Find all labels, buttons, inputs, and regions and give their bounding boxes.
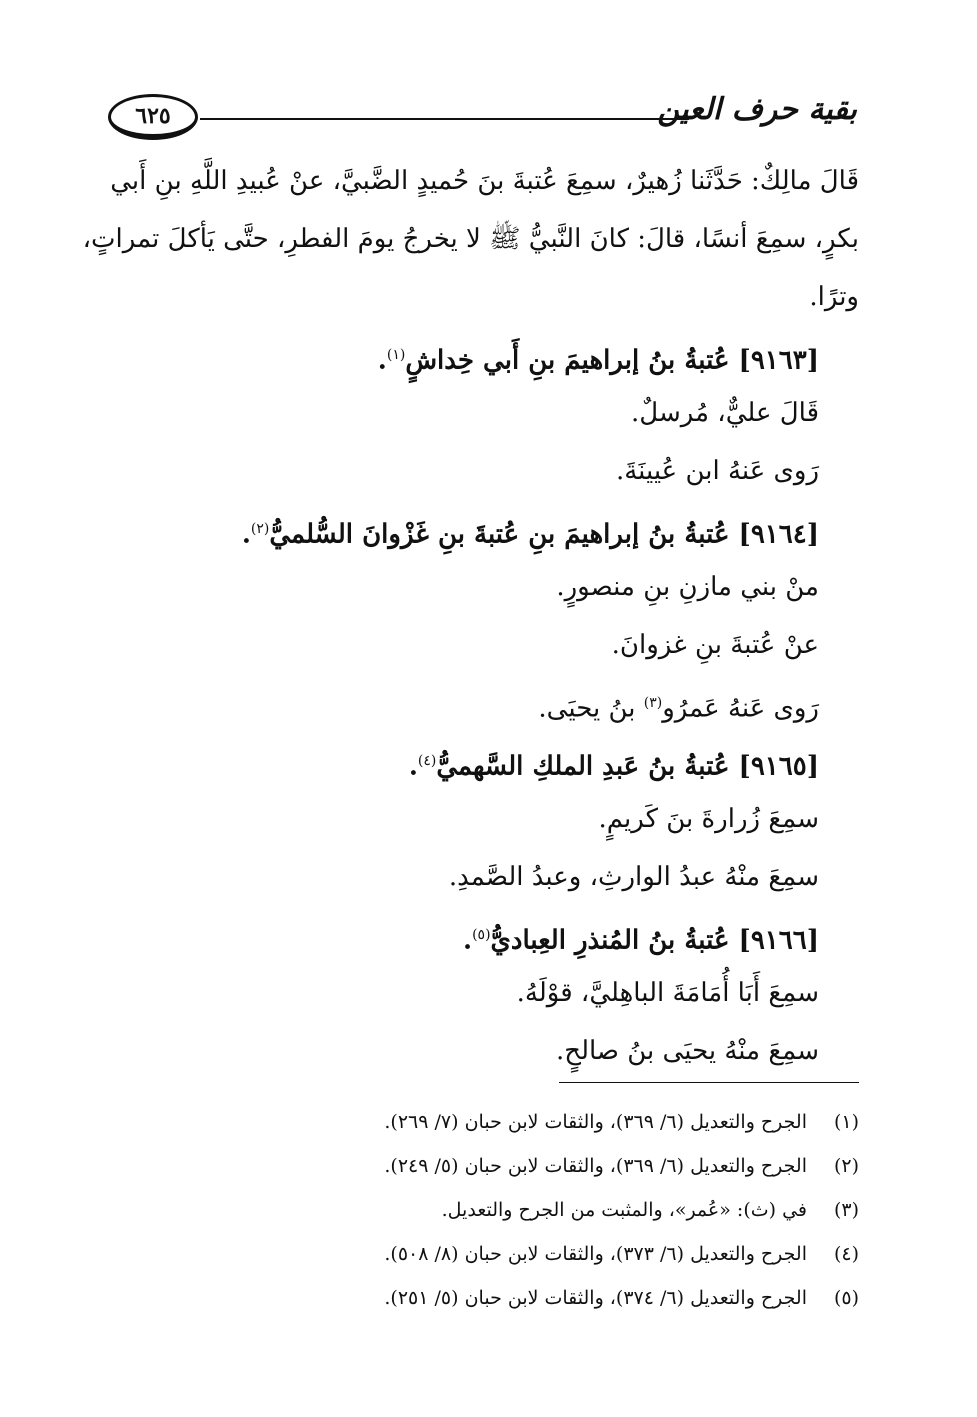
footnote-number: (١) — [833, 1111, 859, 1133]
entry-heading: [٩١٦٥] عُتبةُ بنُ عَبدِ الملكِ السَّهميُّ$^{(٤)}$. — [408, 751, 819, 782]
footnote-text: الجرح والتعديل (٦/ ٣٧٤)، والثقات لابن حبان (٥/ ٢٥١). — [384, 1287, 807, 1309]
entry-title: [٩١٦٥] عُتبةُ بنُ عَبدِ الملكِ السَّهميُّ — [436, 751, 819, 782]
footnote — [114, 1144, 859, 1188]
entry-title: [٩١٦٣] عُتبةُ بنُ إبراهيمَ بنِ أَبي خِداشٍ — [405, 345, 819, 376]
entry-heading: [٩١٦٦] عُتبةُ بنُ المُنذرِ العِباديُّ$^{(٥)}$. — [463, 925, 819, 956]
running-title: بقية حرف العين — [657, 92, 857, 127]
footnote — [114, 1276, 859, 1320]
footnote-number: (٢) — [833, 1155, 859, 1177]
text-fragment: رَوى عَنهُ عَمرُو — [662, 693, 819, 724]
footnote — [114, 1100, 859, 1144]
entry-heading: [٩١٦٣] عُتبةُ بنُ إبراهيمَ بنِ أَبي خِداشٍ$^{(١)}$. — [377, 345, 819, 376]
footnote-ref: (٢) — [250, 521, 270, 537]
footnote — [114, 1232, 859, 1276]
text-line: بكرٍ، سمِعَ أنسًا، قالَ: كانَ النَّبيُّ ﷺ لا يخرجُ يومَ الفطرِ، حتَّى يَأكلَ تمراتٍ، — [82, 224, 859, 254]
footnote-number: (٥) — [833, 1287, 859, 1309]
text-line: منْ بني مازنِ بنِ منصورٍ. — [556, 572, 819, 602]
page-header — [108, 88, 857, 146]
text-fragment: بنُ يحيَى. — [538, 693, 644, 724]
footnote-text: الجرح والتعديل (٦/ ٣٦٩)، والثقات لابن حبان (٧/ ٢٦٩). — [384, 1111, 807, 1133]
footnote-text: الجرح والتعديل (٦/ ٣٦٩)، والثقات لابن حبان (٥/ ٢٤٩). — [384, 1155, 807, 1177]
entry-title: [٩١٦٦] عُتبةُ بنُ المُنذرِ العِباديُّ — [490, 925, 819, 956]
text-line: عنْ عُتبةَ بنِ غزوانَ. — [611, 630, 819, 660]
header-rule — [200, 118, 689, 120]
text-line: قَالَ مالِكٌ: حَدَّثَنا زُهيرٌ، سمِعَ عُتبةَ بنَ حُميدٍ الضَّبيَّ، عنْ عُبيدِ اللَّهِ بنِ أَبي — [110, 166, 859, 196]
text-line: سمِعَ أَبَا أُمَامَةَ الباهِليَّ، قوْلَهُ. — [516, 978, 819, 1008]
footnotes — [114, 1100, 859, 1320]
footnote-separator — [559, 1082, 859, 1083]
footnote — [114, 1188, 859, 1232]
footnote-number: (٣) — [833, 1199, 859, 1221]
entry-title: [٩١٦٤] عُتبةُ بنُ إبراهيمَ بنِ عُتبةَ بنِ غَزْوانَ السُّلميُّ — [269, 519, 819, 550]
text-line: وترًا. — [809, 282, 859, 312]
text-line: سمِعَ منْهُ عبدُ الوارثِ، وعبدُ الصَّمدِ. — [448, 862, 819, 892]
page-number: ٦٢٥ — [108, 94, 198, 140]
footnote-ref: (٥) — [472, 927, 491, 943]
footnote-text: الجرح والتعديل (٦/ ٣٧٣)، والثقات لابن حبان (٨/ ٥٠٨). — [384, 1243, 807, 1265]
footnote-ref: (١) — [386, 347, 406, 363]
main-text — [82, 152, 859, 1080]
entry-heading: [٩١٦٤] عُتبةُ بنُ إبراهيمَ بنِ عُتبةَ بنِ غَزْوانَ السُّلميُّ$^{(٢)}$. — [241, 519, 819, 550]
text-line: سمِعَ منْهُ يحيَى بنُ صالحٍ. — [556, 1036, 819, 1066]
text-line: قَالَ عليٌّ، مُرسلٌ. — [631, 398, 819, 428]
text-line: سمِعَ زُرارةَ بنَ كَريمٍ. — [598, 804, 819, 834]
footnote-text: في (ث): «عُمر»، والمثبت من الجرح والتعديل. — [441, 1199, 807, 1221]
footnote-ref: (٤) — [417, 753, 437, 769]
footnote-number: (٤) — [833, 1243, 859, 1265]
text-line: رَوى عَنهُ ابن عُيينَةَ. — [615, 456, 819, 486]
footnote-ref: (٣) — [643, 695, 663, 711]
text-line — [114, 674, 859, 732]
